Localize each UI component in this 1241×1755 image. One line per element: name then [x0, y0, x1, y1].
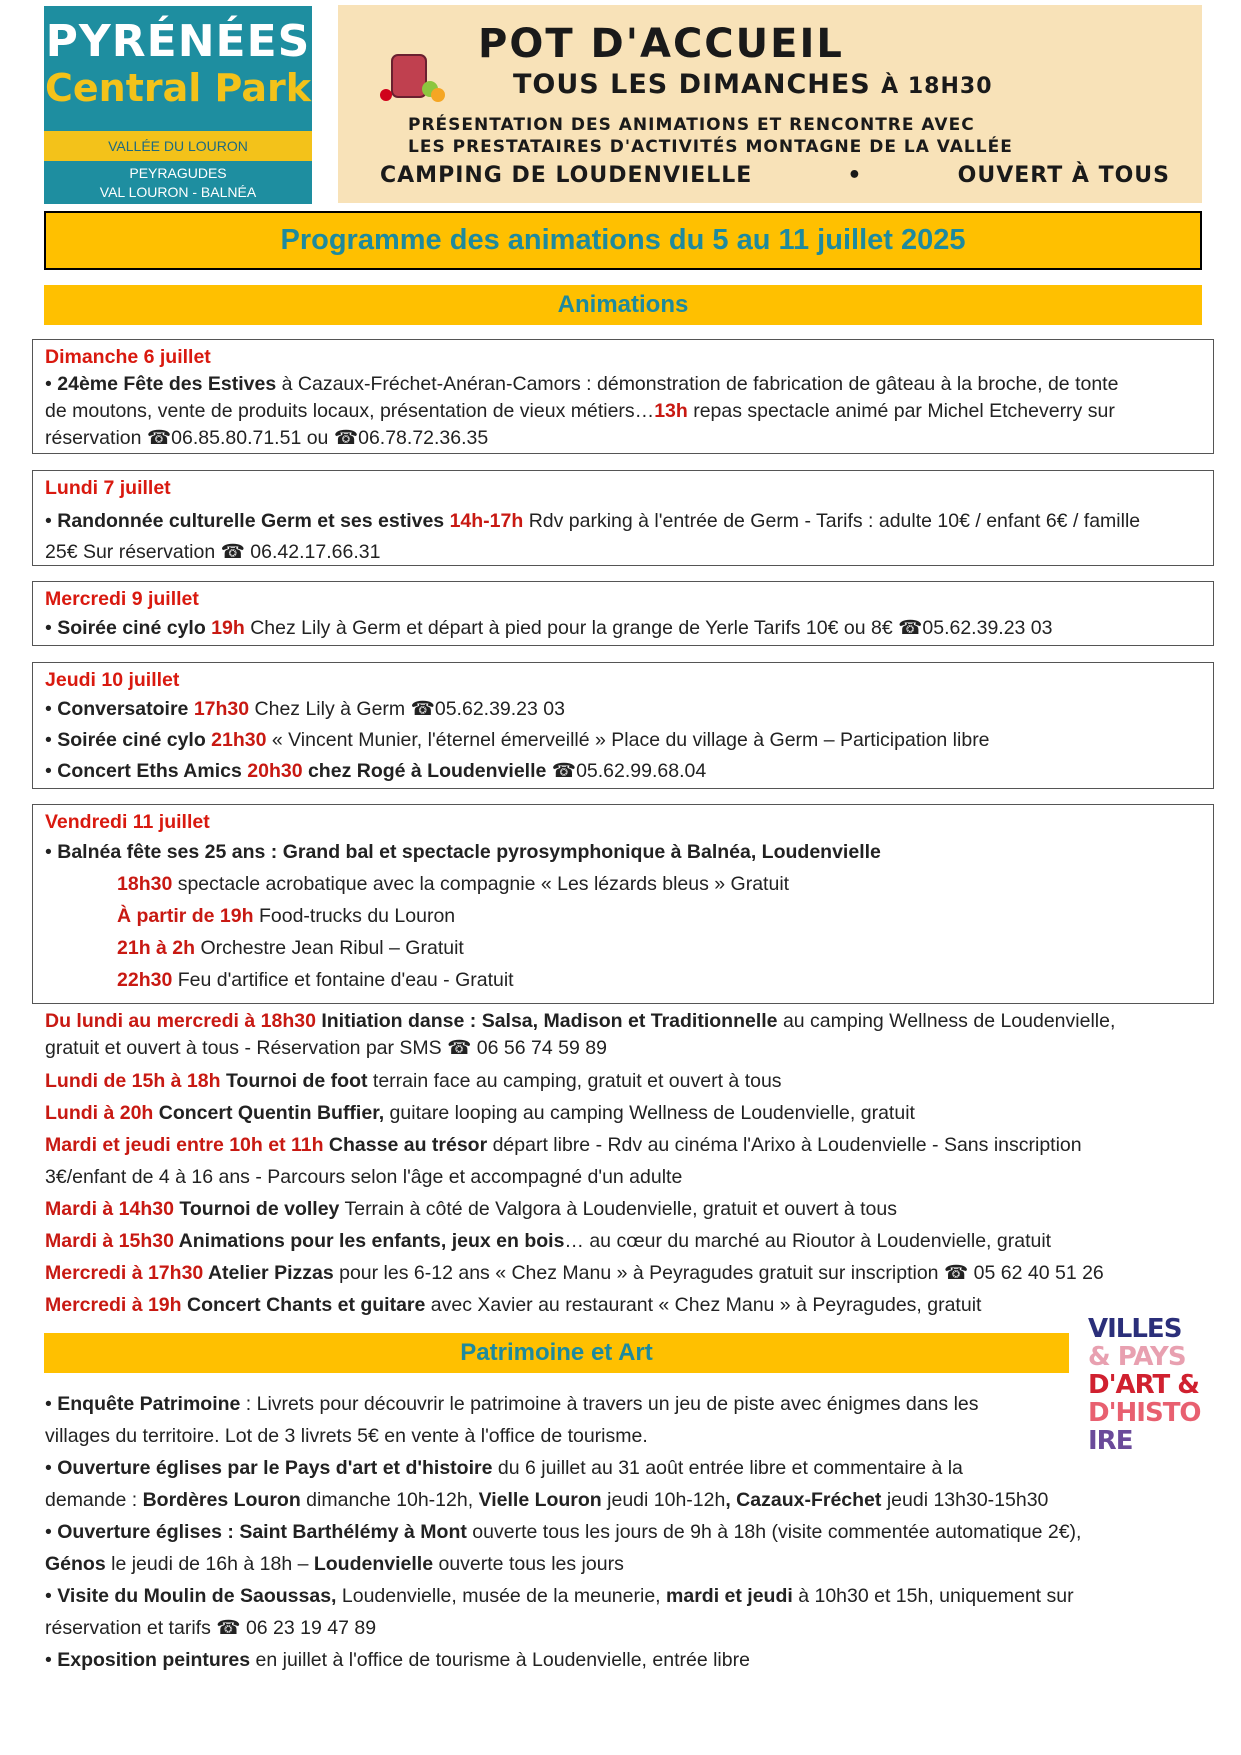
activity-text: départ libre - Rdv au cinéma l'Arixo à Loudenvielle - Sans inscription [487, 1134, 1082, 1156]
day-box-jeudi [32, 662, 1214, 789]
event-time: 18h30 [117, 873, 173, 895]
item-title: Exposition peintures [57, 1649, 251, 1671]
item-text: ouverte tous les jours [433, 1553, 624, 1575]
bullet: • [45, 841, 52, 863]
event-time: 17h30 [193, 698, 250, 720]
item-title: Vielle Louron [478, 1489, 602, 1511]
pot-accueil-banner [338, 5, 1202, 203]
list-item [45, 1580, 1205, 1612]
event-text: Rdv parking à l'entrée de Germ - Tarifs : adulte 10€ / enfant 6€ / famille [523, 510, 1141, 532]
banner-line1: PRÉSENTATION DES ANIMATIONS ET RENCONTRE AVEC [408, 115, 975, 135]
activity-when: Lundi à 20h [45, 1102, 154, 1124]
item-text: à 10h30 et 15h, uniquement sur [792, 1585, 1074, 1607]
item-text: : Livrets pour découvrir le patrimoine à travers un jeu de piste avec énigmes dans les [240, 1393, 979, 1415]
bullet: • [45, 1585, 52, 1607]
event-contact: réservation ☎06.85.80.71.51 ou ☎06.78.72.36.35 [45, 427, 489, 449]
bullet: • [45, 1649, 52, 1671]
vpah-line2: & PAYS [1088, 1342, 1186, 1372]
event-text: à Cazaux-Fréchet-Anéran-Camors : démonstration de fabrication de gâteau à la broche, de tonte [276, 373, 1119, 395]
activity-text: gratuit et ouvert à tous - Réservation par SMS ☎ 06 56 74 59 89 [45, 1037, 607, 1059]
bullet: • [45, 1393, 52, 1415]
item-title: Ouverture églises par le Pays d'art et d'histoire [57, 1457, 493, 1479]
banner-dot: • [847, 163, 863, 188]
event-text: Food-trucks du Louron [253, 905, 456, 927]
activity-name: Animations pour les enfants, jeux en bois [173, 1230, 565, 1252]
day-title: Mercredi 9 juillet [45, 588, 199, 610]
banner-camping: CAMPING DE LOUDENVIELLE [380, 163, 753, 188]
banner-subtitle [513, 69, 993, 100]
event-name: Conversatoire [57, 698, 189, 720]
logo-line2: Central Park [45, 66, 311, 110]
event-time: 22h30 [117, 969, 173, 991]
event-name: Concert Eths Amics [57, 760, 242, 782]
section-patrimoine: Patrimoine et Art [44, 1333, 1069, 1373]
item-text [45, 1548, 1205, 1580]
item-title: , Cazaux-Fréchet [725, 1489, 882, 1511]
bullet: • [45, 698, 52, 720]
event-text: Chez Lily à Germ ☎05.62.39.23 03 [249, 698, 565, 720]
activity-text: Terrain à côté de Valgora à Loudenvielle, gratuit et ouvert à tous [339, 1198, 897, 1220]
item-title: Bordères Louron [142, 1489, 301, 1511]
item-title: mardi et jeudi [666, 1585, 793, 1607]
event-text: Feu d'artifice et fontaine d'eau - Gratuit [172, 969, 514, 991]
event-name: Randonnée culturelle Germ et ses estives [57, 510, 445, 532]
activity-when: Mercredi à 17h30 [45, 1262, 204, 1284]
activity-name: Tournoi de volley [173, 1198, 340, 1220]
list-item [45, 1388, 1085, 1420]
section-animations: Animations [44, 285, 1202, 325]
item-text: le jeudi de 16h à 18h – [105, 1553, 314, 1575]
day-title: Jeudi 10 juillet [45, 669, 180, 691]
event-name: Soirée ciné cylo [57, 617, 206, 639]
activity-when: Mardi à 15h30 [45, 1230, 174, 1252]
event-contact: 25€ Sur réservation ☎ 06.42.17.66.31 [45, 541, 381, 563]
item-text: demande : [45, 1489, 143, 1511]
bullet: • [45, 729, 52, 751]
item-text: jeudi 10h-12h [601, 1489, 726, 1511]
activity-when: Mercredi à 19h [45, 1294, 182, 1316]
event-text: spectacle acrobatique avec la compagnie « Les lézards bleus » Gratuit [172, 873, 790, 895]
list-item [45, 1227, 1205, 1256]
item-title: Génos [45, 1553, 106, 1575]
logo-sub1: PEYRAGUDES [129, 165, 227, 181]
event-text: « Vincent Munier, l'éternel émerveillé » Place du village à Germ – Participation libre [266, 729, 990, 751]
activity-text: pour les 6-12 ans « Chez Manu » à Peyragudes gratuit sur inscription ☎ 05 62 40 51 26 [333, 1262, 1104, 1284]
activity-text: avec Xavier au restaurant « Chez Manu » à Peyragudes, gratuit [425, 1294, 982, 1316]
event-text: Chez Lily à Germ et départ à pied pour la grange de Yerle Tarifs 10€ ou 8€ ☎05.62.39.23 03 [244, 617, 1053, 639]
event-text: Orchestre Jean Ribul – Gratuit [195, 937, 464, 959]
activity-when: Mardi et jeudi entre 10h et 11h [45, 1134, 324, 1156]
bullet: • [45, 760, 52, 782]
event-time: 20h30 [247, 760, 303, 782]
page-title: Programme des animations du 5 au 11 juillet 2025 [44, 211, 1202, 270]
item-text: du 6 juillet au 31 août entrée libre et commentaire à la [492, 1457, 963, 1479]
list-item [45, 1099, 1205, 1128]
activity-text: au camping Wellness de Loudenvielle, [777, 1010, 1116, 1032]
item-text [45, 1484, 1205, 1516]
item-text: jeudi 13h30-15h30 [881, 1489, 1049, 1511]
list-item [45, 1008, 1205, 1035]
bullet: • [45, 617, 52, 639]
vpah-line3: D'ART & [1088, 1370, 1199, 1400]
banner-subtitle-text: TOUS LES DIMANCHES [513, 69, 871, 100]
vpah-line1: VILLES [1088, 1315, 1182, 1344]
villes-pays-art-histoire-logo [1088, 1315, 1202, 1465]
event-time: 21h à 2h [117, 937, 196, 959]
day-box-dimanche [32, 339, 1214, 454]
activity-name: Tournoi de foot [220, 1070, 368, 1092]
patrimoine-list [45, 1388, 1085, 1452]
day-title: Vendredi 11 juillet [45, 811, 210, 833]
event-time: 19h [211, 617, 245, 639]
activity-name: Chasse au trésor [323, 1134, 488, 1156]
banner-line2: LES PRESTATAIRES D'ACTIVITÉS MONTAGNE DE LA VALLÉE [408, 137, 1013, 157]
sangria-glass-icon [378, 45, 448, 105]
event-name: 24ème Fête des Estives [57, 373, 277, 395]
logo-sub2: VAL LOURON - BALNÉA [99, 184, 257, 200]
patrimoine-list-2 [45, 1452, 1205, 1676]
event-time: 14h-17h [449, 510, 524, 532]
logo-subtitle [44, 161, 312, 204]
bullet: • [45, 1457, 52, 1479]
activity-text: guitare looping au camping Wellness de Loudenvielle, gratuit [384, 1102, 915, 1124]
banner-open: OUVERT À TOUS [957, 163, 1170, 188]
day-title: Lundi 7 juillet [45, 477, 171, 499]
banner-title: POT D'ACCUEIL [478, 21, 844, 67]
weekly-activities [45, 1008, 1205, 1320]
item-text: dimanche 10h-12h, [300, 1489, 479, 1511]
list-item [45, 1516, 1205, 1548]
event-name: Soirée ciné cylo [57, 729, 206, 751]
bullet: • [45, 510, 52, 532]
logo-line1: PYRÉNÉES [45, 16, 311, 67]
event-time: 13h [654, 400, 688, 422]
item-title: Enquête Patrimoine [57, 1393, 241, 1415]
item-title: Visite du Moulin de Saoussas, [57, 1585, 337, 1607]
list-item [45, 1195, 1205, 1224]
list-item [45, 1644, 1205, 1676]
bullet: • [45, 1521, 52, 1543]
activity-name: Initiation danse : Salsa, Madison et Traditionnelle [315, 1010, 778, 1032]
banner-camping-line [380, 163, 1170, 188]
event-time: 21h30 [211, 729, 267, 751]
item-text: ouverte tous les jours de 9h à 18h (visite commentée automatique 2€), [466, 1521, 1082, 1543]
list-item [45, 1291, 1205, 1320]
vpah-line4: D'HISTO [1088, 1398, 1201, 1428]
activity-name: Concert Quentin Buffier, [153, 1102, 385, 1124]
day-box-lundi [32, 470, 1214, 566]
item-text: villages du territoire. Lot de 3 livrets 5€ en vente à l'office de tourisme. [45, 1425, 648, 1447]
activity-when: Lundi de 15h à 18h [45, 1070, 221, 1092]
bullet: • [45, 373, 52, 395]
event-text: repas spectacle animé par Michel Etcheverry sur [687, 400, 1115, 422]
item-text: réservation et tarifs ☎ 06 23 19 47 89 [45, 1617, 377, 1639]
day-box-vendredi [32, 804, 1214, 1004]
event-contact: ☎05.62.99.68.04 [546, 760, 707, 782]
pyrenees-central-park-logo [44, 6, 312, 204]
event-text: de moutons, vente de produits locaux, présentation de vieux métiers… [45, 400, 655, 422]
activity-when: Mardi à 14h30 [45, 1198, 174, 1220]
event-name: Balnéa fête ses 25 ans : Grand bal et spectacle pyrosymphonique à Balnéa, Loudenvielle [57, 841, 881, 863]
list-item [45, 1131, 1205, 1160]
item-title: Ouverture églises : Saint Barthélémy à Mont [57, 1521, 467, 1543]
item-text: Loudenvielle, musée de la meunerie, [336, 1585, 667, 1607]
activity-name: Concert Chants et guitare [181, 1294, 426, 1316]
logo-valley: VALLÉE DU LOURON [44, 131, 312, 161]
list-item [45, 1067, 1205, 1096]
list-item [45, 1452, 1205, 1484]
activity-name: Atelier Pizzas [203, 1262, 334, 1284]
activity-when: Du lundi au mercredi à 18h30 [45, 1010, 316, 1032]
event-time: À partir de 19h [117, 905, 254, 927]
day-box-mercredi [32, 581, 1214, 646]
banner-time: À 18H30 [881, 74, 993, 99]
item-text: en juillet à l'office de tourisme à Loudenvielle, entrée libre [250, 1649, 750, 1671]
vpah-line5: IRE [1088, 1426, 1133, 1456]
list-item [45, 1259, 1205, 1288]
day-title: Dimanche 6 juillet [45, 346, 211, 368]
activity-text: terrain face au camping, gratuit et ouvert à tous [367, 1070, 782, 1092]
event-name: chez Rogé à Loudenvielle [302, 760, 547, 782]
activity-text: 3€/enfant de 4 à 16 ans - Parcours selon l'âge et accompagné d'un adulte [45, 1166, 683, 1188]
activity-text: … au cœur du marché au Rioutor à Loudenvielle, gratuit [564, 1230, 1052, 1252]
item-title: Loudenvielle [313, 1553, 434, 1575]
